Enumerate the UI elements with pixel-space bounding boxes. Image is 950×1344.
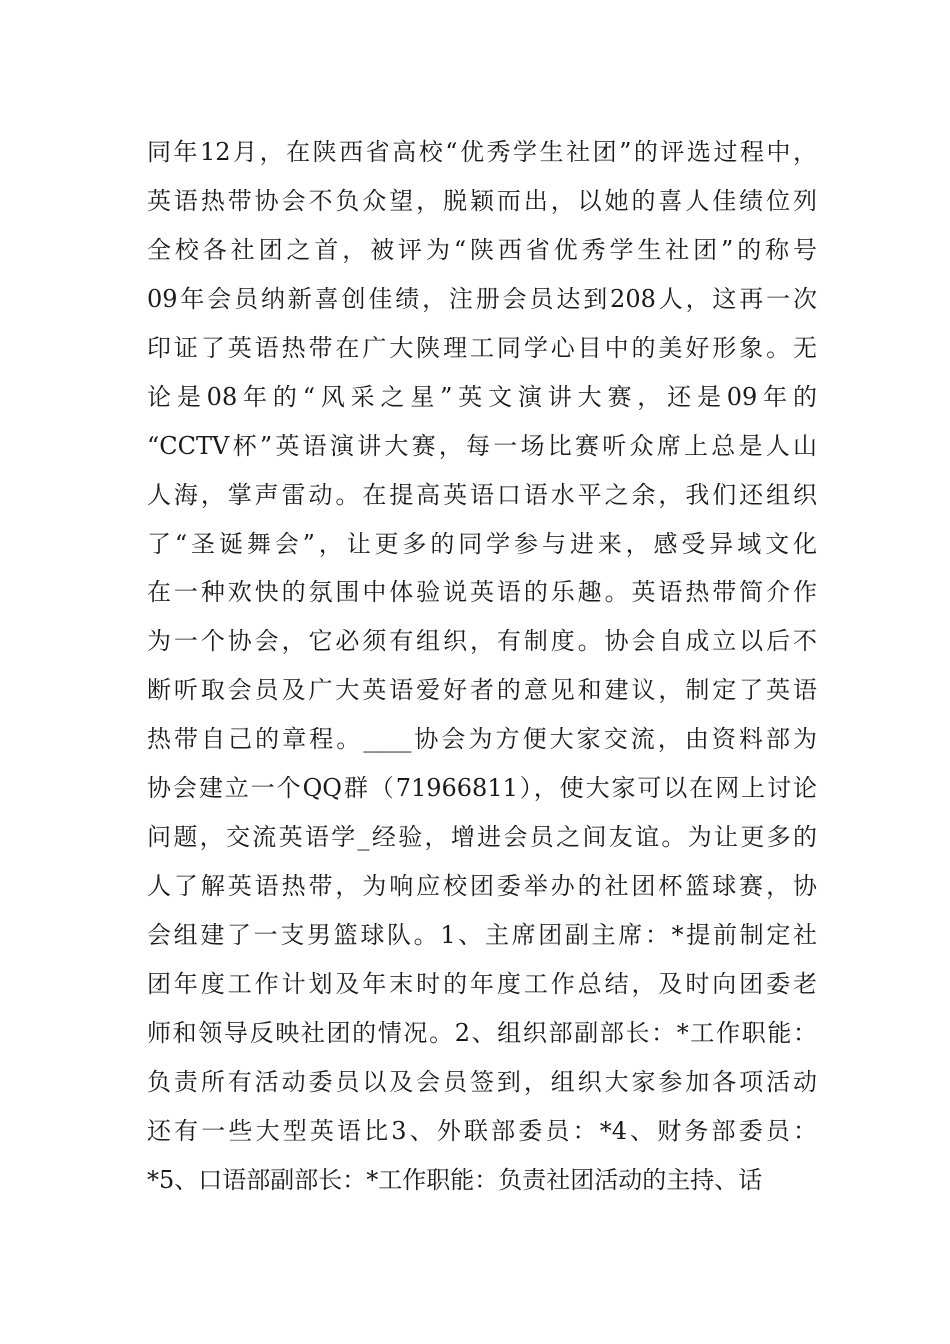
text-line: 印证了英语热带在广大陕理工同学心目中的美好形象。无 [147,333,817,362]
text-line: 会组建了一支男篮球队。1、主席团副主席：*提前制定社 [147,921,817,949]
text-line: 为一个协会，它必须有组织，有制度。协会自成立以后不 [147,627,817,656]
text-line: 论是08年的“风采之星”英文演讲大赛，还是09年的 [147,382,817,411]
text-line: 热带自己的章程。____协会为方便大家交流，由资料部为 [147,725,817,754]
text-line: 还有一些大型英语比3、外联部委员：*4、财务部委员： [147,1116,817,1145]
text-line: 协会建立一个QQ群（71966811），使大家可以在网上讨论 [147,774,817,803]
text-line: 人了解英语热带，为响应校团委举办的社团杯篮球赛，协 [147,872,817,901]
text-line: 负责所有活动委员以及会员签到，组织大家参加各项活动 [147,1067,817,1096]
text-line: 人海，掌声雷动。在提高英语口语水平之余，我们还组织 [147,480,817,509]
text-line: 师和领导反映社团的情况。2、组织部副部长：*工作职能： [147,1018,817,1047]
body-text [147,128,817,1205]
text-line: *5、口语部副部长：*工作职能：负责社团活动的主持、话 [147,1165,763,1194]
text-line: 09年会员纳新喜创佳绩，注册会员达到208人，这再一次 [147,284,817,313]
text-line: 在一种欢快的氛围中体验说英语的乐趣。英语热带简介作 [147,578,817,607]
text-line: 英语热带协会不负众望，脱颖而出，以她的喜人佳绩位列 [147,186,817,215]
text-line: “CCTV杯”英语演讲大赛，每一场比赛听众席上总是人山 [147,431,817,460]
text-line: 团年度工作计划及年末时的年度工作总结，及时向团委老 [147,969,817,998]
text-line: 问题，交流英语学_经验，增进会员之间友谊。为让更多的 [147,823,817,852]
text-line: 了“圣诞舞会”，让更多的同学参与进来，感受异域文化 [147,529,817,558]
text-line: 全校各社团之首，被评为“陕西省优秀学生社团”的称号 [147,235,817,264]
text-line: 断听取会员及广大英语爱好者的意见和建议，制定了英语 [147,676,817,705]
text-line: 同年12月，在陕西省高校“优秀学生社团”的评选过程中， [147,138,817,166]
